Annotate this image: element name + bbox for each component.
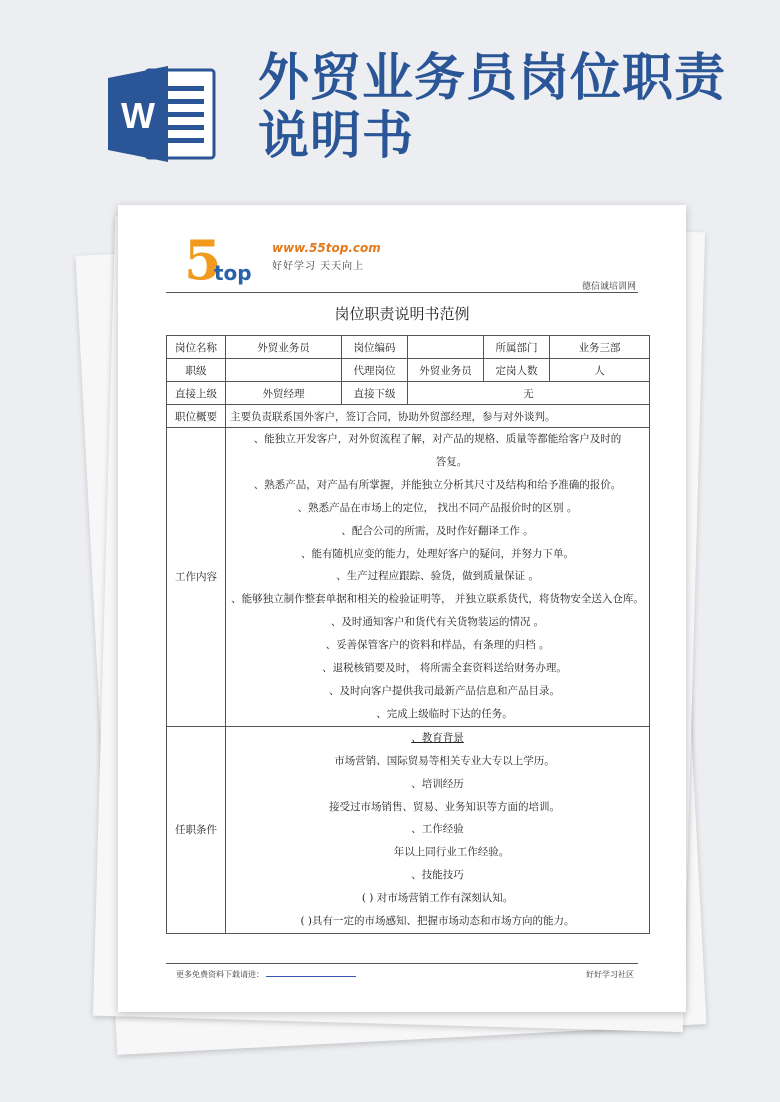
requirement-heading: 、培训经历 [411, 777, 464, 790]
table-cell: 岗位名称 [167, 336, 226, 359]
table-cell: 无 [408, 382, 650, 405]
footer-download-note [176, 969, 356, 980]
table-row [167, 405, 650, 428]
word-document-icon [108, 64, 218, 164]
table-row [167, 726, 650, 933]
table-cell: 直接下级 [342, 382, 408, 405]
table-row [167, 428, 650, 727]
job-description-table [166, 335, 650, 934]
table-cell: 所属部门 [484, 336, 550, 359]
overview-label: 职位概要 [167, 405, 226, 428]
duty-item: 、熟悉产品在市场上的定位， 找出不同产品报价时的区别 。 [297, 501, 578, 514]
duties-label: 工作内容 [167, 428, 226, 727]
duty-item: 、能独立开发客户，对外贸流程了解，对产品的规格、质量等都能给客户及时的 [253, 433, 622, 445]
table-cell [226, 359, 342, 382]
table-cell: 业务三部 [549, 336, 649, 359]
table-cell: 职级 [167, 359, 226, 382]
footer-download-link[interactable] [266, 976, 356, 977]
logo-url: www.55top.com [272, 241, 381, 255]
duty-item: 、配合公司的所需，及时作好翻译工作 。 [341, 524, 534, 537]
table-cell: 外贸经理 [226, 382, 342, 405]
table-cell [408, 336, 484, 359]
requirement-item: ( )具有一定的市场感知、把握市场动态和市场方向的能力。 [300, 915, 575, 928]
table-cell: 外贸业务员 [226, 336, 342, 359]
requirements-list [226, 726, 650, 933]
footer-divider [166, 963, 638, 964]
duty-item: 、生产过程应跟踪、验货，做到质量保证 。 [336, 570, 539, 583]
logo-five: 5 [184, 228, 222, 292]
table-row [167, 382, 650, 405]
org-name: 德信诚培训网 [581, 282, 636, 292]
document-title: 岗位职责说明书范例 [334, 305, 470, 323]
duty-item: 、完成上级临时下达的任务。 [376, 707, 513, 720]
requirement-item: ( ) 对市场营销工作有深刻认知。 [361, 892, 514, 905]
page-title: 外贸业务员岗位职责说明书 [258, 49, 727, 166]
table-cell: 定岗人数 [484, 359, 550, 382]
table-cell: 外贸业务员 [408, 359, 484, 382]
requirement-item: 年以上同行业工作经验。 [393, 846, 510, 859]
duty-item: 、及时通知客户和货代有关货物装运的情况 。 [330, 616, 545, 629]
table-cell: 直接上级 [167, 382, 226, 405]
table-row [167, 359, 650, 382]
requirements-label: 任职条件 [167, 726, 226, 933]
site-logo [184, 228, 384, 293]
logo-top: top [214, 261, 252, 285]
requirement-heading: 、工作经验 [411, 823, 464, 836]
duty-item: 、及时向客户提供我司最新产品信息和产品目录。 [329, 684, 561, 697]
table-row [167, 336, 650, 359]
logo-slogan: 好好学习 天天向上 [272, 261, 365, 272]
word-icon-letter: W [121, 95, 155, 136]
overview-text: 主要负责联系国外客户，签订合同，协助外贸部经理，参与对外谈判。 [226, 405, 650, 428]
duty-item: 答复。 [435, 455, 468, 468]
duty-item: 、能有随机应变的能力，处理好客户的疑问，并努力下单。 [301, 547, 575, 560]
footer-download-text: 更多免费资料下载请进： [176, 970, 264, 979]
duties-list [226, 428, 650, 727]
document-page [118, 205, 686, 1012]
table-cell: 代理岗位 [342, 359, 408, 382]
requirement-item: 接受过市场销售、贸易、业务知识等方面的培训。 [329, 800, 561, 813]
header-divider [166, 292, 638, 293]
duty-item: 、熟悉产品，对产品有所掌握，并能独立分析其尺寸及结构和给予准确的报价。 [253, 478, 622, 491]
table-cell: 岗位编码 [342, 336, 408, 359]
duty-item: 、退税核销要及时， 将所需全套资料送给财务办理。 [322, 662, 567, 675]
requirement-heading: 、教育背景 [411, 731, 464, 744]
footer-community: 好好学习社区 [586, 970, 634, 979]
duty-item: 、能够独立制作整套单据和相关的检验证明等， 并独立联系货代，将货物安全送入仓库。 [231, 593, 644, 606]
table-cell: 人 [549, 359, 649, 382]
duty-item: 、妥善保管客户的资料和样品，有条理的归档 。 [325, 639, 550, 652]
requirement-item: 市场营销、国际贸易等相关专业大专以上学历。 [334, 754, 555, 767]
requirement-heading: 、技能技巧 [411, 869, 464, 882]
